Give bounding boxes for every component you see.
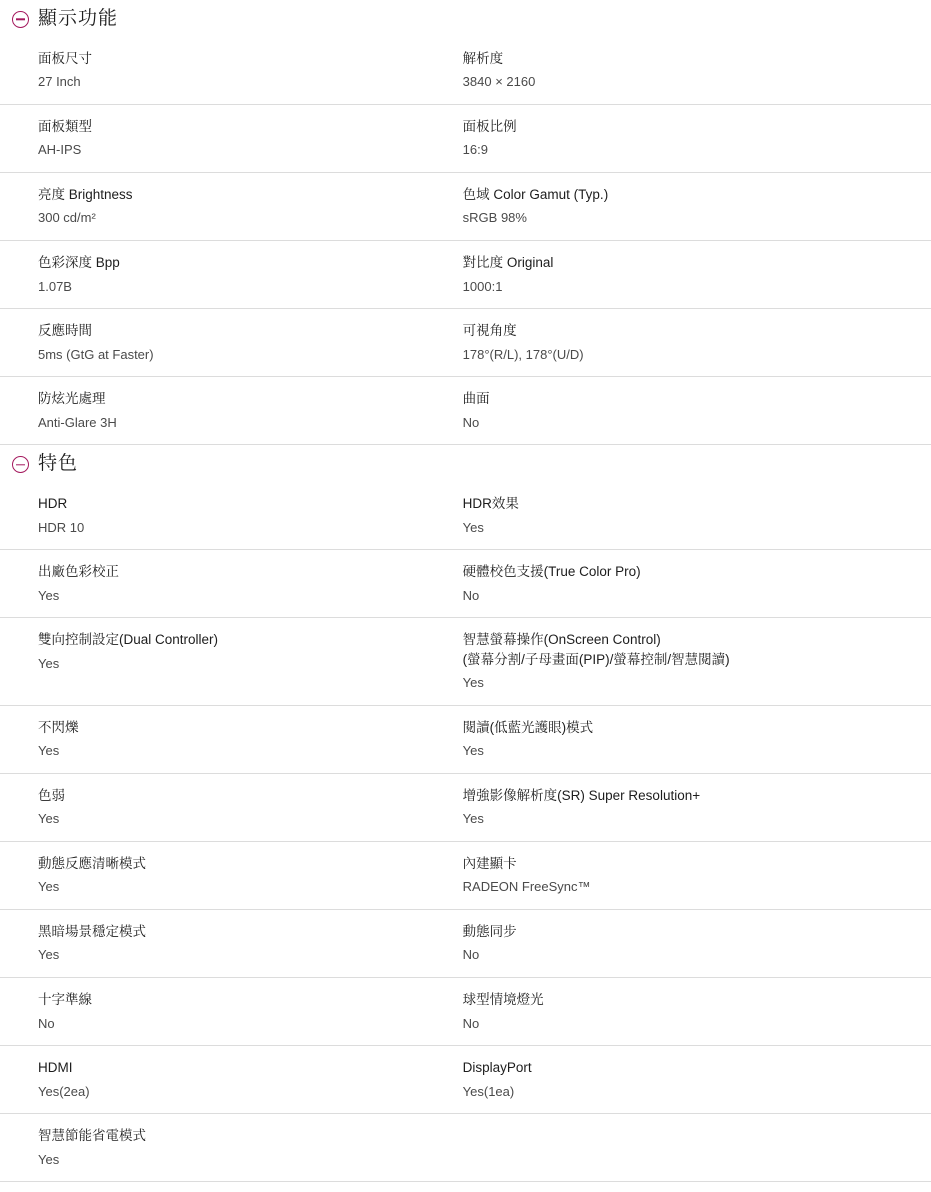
- spec-value: Yes: [462, 811, 484, 827]
- table-row: [0, 909, 931, 977]
- section-title: 特色: [38, 453, 79, 475]
- spec-value: Anti-Glare 3H: [38, 414, 117, 430]
- spec-cell: [0, 550, 447, 618]
- spec-value: 178°(R/L), 178°(U/D): [462, 346, 584, 362]
- spec-label: HDR效果: [462, 495, 519, 511]
- spec-value: 27 Inch: [38, 74, 81, 90]
- spec-value: 16:9: [462, 142, 488, 158]
- spec-cell: [447, 618, 931, 706]
- spec-label: 面板類型: [38, 118, 92, 134]
- spec-cell: [0, 172, 447, 240]
- collapse-minus-icon[interactable]: [12, 456, 29, 473]
- spec-label: 色彩深度 Bpp: [38, 254, 120, 270]
- spec-label: 閱讀(低藍光護眼)模式: [462, 719, 594, 735]
- spec-value: No: [462, 414, 480, 430]
- spec-value: 1000:1: [462, 278, 503, 294]
- spec-cell: [447, 37, 931, 105]
- table-row: [0, 841, 931, 909]
- table-row: [0, 377, 931, 445]
- spec-value: 3840 × 2160: [462, 74, 536, 90]
- spec-label: 雙向控制設定(Dual Controller): [38, 632, 219, 648]
- table-row: [0, 618, 931, 706]
- spec-table: [0, 482, 931, 1182]
- table-row: [0, 705, 931, 773]
- spec-value: AH-IPS: [38, 142, 82, 158]
- spec-label: 增強影像解析度(SR) Super Resolution+: [462, 787, 701, 803]
- spec-cell: [0, 309, 447, 377]
- table-row: [0, 1046, 931, 1114]
- spec-value: No: [462, 947, 480, 963]
- spec-label: 動態反應清晰模式: [38, 855, 146, 871]
- table-row: [0, 240, 931, 308]
- spec-cell: [0, 909, 447, 977]
- spec-value: No: [462, 587, 480, 603]
- spec-cell: [447, 705, 931, 773]
- section-header[interactable]: [0, 0, 931, 37]
- spec-label: HDR: [38, 495, 68, 511]
- spec-label: 可視角度: [462, 323, 517, 339]
- spec-value: Yes: [38, 587, 60, 603]
- table-row: [0, 482, 931, 550]
- table-row: [0, 773, 931, 841]
- spec-cell: [447, 550, 931, 618]
- spec-label: HDMI: [38, 1060, 73, 1076]
- table-row: [0, 172, 931, 240]
- spec-cell: [0, 377, 447, 445]
- spec-cell: [0, 773, 447, 841]
- spec-cell: [447, 240, 931, 308]
- spec-label: 亮度 Brightness: [38, 186, 133, 202]
- spec-cell: [447, 909, 931, 977]
- spec-label: 面板比例: [462, 118, 517, 134]
- spec-section: [0, 445, 931, 1182]
- spec-label: 硬體校色支援(True Color Pro): [462, 564, 641, 580]
- spec-value: Yes: [462, 743, 484, 759]
- spec-cell: [447, 841, 931, 909]
- table-row: [0, 309, 931, 377]
- section-title: 顯示功能: [38, 8, 119, 29]
- table-row: [0, 37, 931, 105]
- spec-label: 反應時間: [38, 323, 92, 339]
- spec-label: 面板尺寸: [38, 50, 92, 66]
- section-header[interactable]: [0, 445, 931, 482]
- spec-cell: [447, 482, 931, 550]
- spec-cell: [447, 1046, 931, 1114]
- spec-label: 內建顯卡: [462, 855, 517, 871]
- spec-label: 色弱: [38, 787, 65, 803]
- spec-label: DisplayPort: [462, 1060, 532, 1076]
- table-row: [0, 1114, 931, 1182]
- spec-value: Yes: [38, 811, 60, 827]
- spec-table: [0, 37, 931, 445]
- spec-value: 5ms (GtG at Faster): [38, 346, 154, 362]
- table-row: [0, 104, 931, 172]
- spec-label: 色域 Color Gamut (Typ.): [462, 186, 609, 202]
- spec-value: Yes: [38, 743, 60, 759]
- spec-label: 智慧節能省電模式: [38, 1128, 146, 1144]
- spec-cell: [447, 773, 931, 841]
- spec-label: 防炫光處理: [38, 391, 106, 407]
- spec-cell: [447, 172, 931, 240]
- spec-cell: [0, 240, 447, 308]
- spec-value: Yes(1ea): [462, 1083, 515, 1099]
- spec-label: 球型情境燈光: [462, 991, 544, 1007]
- collapse-minus-icon[interactable]: [12, 11, 29, 28]
- spec-value: Yes: [462, 675, 484, 691]
- spec-value: Yes: [462, 519, 484, 535]
- spec-section: [0, 0, 931, 445]
- spec-cell: [447, 377, 931, 445]
- spec-cell: [0, 977, 447, 1045]
- spec-value: HDR 10: [38, 519, 85, 535]
- spec-label: 解析度: [462, 50, 504, 66]
- spec-value: 300 cd/m²: [38, 210, 96, 226]
- spec-cell-empty: [447, 1114, 931, 1182]
- spec-label: 曲面: [462, 391, 490, 407]
- spec-value: No: [462, 1015, 480, 1031]
- spec-cell: [0, 1046, 447, 1114]
- table-row: [0, 550, 931, 618]
- spec-label: 黑暗場景穩定模式: [38, 923, 146, 939]
- spec-cell: [0, 705, 447, 773]
- spec-cell: [447, 309, 931, 377]
- spec-value: sRGB 98%: [462, 210, 527, 226]
- spec-label: 智慧螢幕操作(OnScreen Control) (螢幕分割/子母畫面(PIP)/螢幕控制/智慧閱讀): [462, 632, 730, 667]
- spec-cell: [0, 37, 447, 105]
- spec-cell: [0, 1114, 447, 1182]
- spec-value: Yes: [38, 655, 60, 671]
- spec-cell: [447, 977, 931, 1045]
- spec-value: No: [38, 1015, 55, 1031]
- spec-cell: [447, 104, 931, 172]
- spec-label: 出廠色彩校正: [38, 564, 119, 580]
- spec-value: 1.07B: [38, 278, 72, 294]
- spec-label: 動態同步: [462, 923, 517, 939]
- spec-value: RADEON FreeSync™: [462, 879, 591, 895]
- spec-label: 十字準線: [38, 991, 92, 1007]
- spec-cell: [0, 841, 447, 909]
- spec-label: 不閃爍: [38, 719, 79, 735]
- spec-cell: [0, 104, 447, 172]
- spec-value: Yes(2ea): [38, 1083, 90, 1099]
- spec-cell: [0, 482, 447, 550]
- table-row: [0, 977, 931, 1045]
- spec-label: 對比度 Original: [462, 254, 554, 270]
- spec-value: Yes: [38, 879, 60, 895]
- spec-value: Yes: [38, 1151, 60, 1167]
- spec-cell: [0, 618, 447, 706]
- spec-value: Yes: [38, 947, 60, 963]
